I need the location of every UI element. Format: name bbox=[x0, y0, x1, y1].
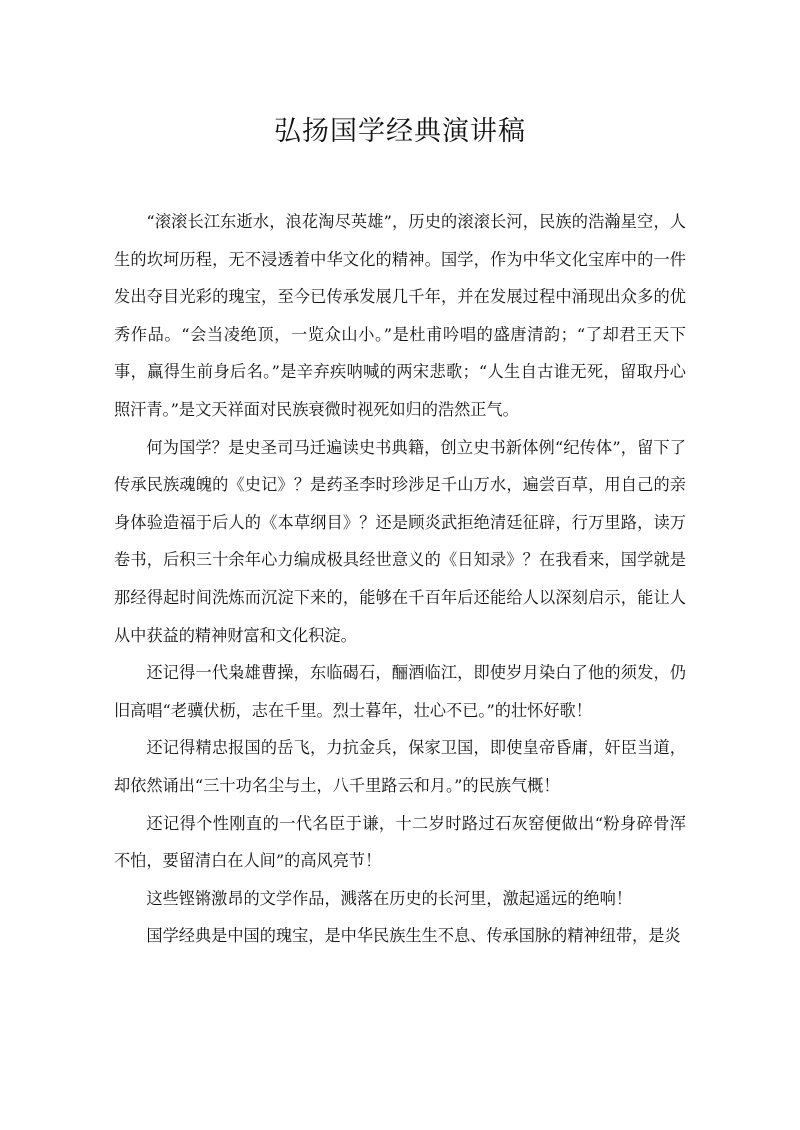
paragraph-yu-qian: 还记得个性刚直的一代名臣于谦，十二岁时路过石灰窑便做出“粉身碎骨浑不怕，要留清白在人间”的高风亮节！ bbox=[114, 813, 686, 871]
paragraph-yue-fei: 还记得精忠报国的岳飞，力抗金兵，保家卫国，即使皇帝昏庸，奸臣当道，却依然诵出“三十功名尘与土，八千里路云和月。”的民族气概！ bbox=[114, 738, 686, 795]
paragraph-what-is-guoxue: 何为国学？是史圣司马迁遍读史书典籍，创立史书新体例“纪传体”，留下了传承民族魂魄的《史记》？是药圣李时珍涉足千山万水，遍尝百草，用自己的亲身体验造福于后人的《本草纲目》？还是顾炎武拒绝清廷征辟，行万里路，读万卷书，后积三十余年心力编成极具经世意义的《日知录》？在我看来，国学就是那经得起时间洗炼而沉淀下来的，能够在千百年后还能给人以深刻启示，能让人从中获益的精神财富和文化积淀。 bbox=[114, 437, 686, 645]
paragraph-treasure: 国学经典是中国的瑰宝，是中华民族生生不息、传承国脉的精神纽带，是炎 bbox=[146, 926, 681, 946]
paragraph-literary-works: 这些铿锵激昂的文学作品，溅落在历史的长河里，激起遥远的绝响！ bbox=[146, 888, 633, 908]
paragraph-cao-cao: 还记得一代枭雄曹操，东临碣石，酾酒临江，即使岁月染白了他的须发，仍旧高唱“老骥伏枥，志在千里。烈士暮年，壮心不已。”的壮怀好歌！ bbox=[114, 663, 686, 720]
document-body bbox=[114, 203, 686, 955]
paragraph-intro: “滚滚长江东逝水，浪花淘尽英雄”，历史的滚滚长河，民族的浩瀚星空，人生的坎坷历程，无不浸透着中华文化的精神。国学，作为中华文化宝库中的一件发出夺目光彩的瑰宝，至今已传承发展几千年，并在发展过程中涌现出众多的优秀作品。“会当凌绝顶，一览众山小。”是杜甫吟唱的盛唐清韵；“了却君王天下事，赢得生前身后名。”是辛弃疾呐喊的两宋悲歌；“人生自古谁无死，留取丹心照汗青。”是文天祥面对民族衰微时视死如归的浩然正气。 bbox=[114, 212, 686, 419]
document-title: 弘扬国学经典演讲稿 bbox=[274, 116, 526, 147]
